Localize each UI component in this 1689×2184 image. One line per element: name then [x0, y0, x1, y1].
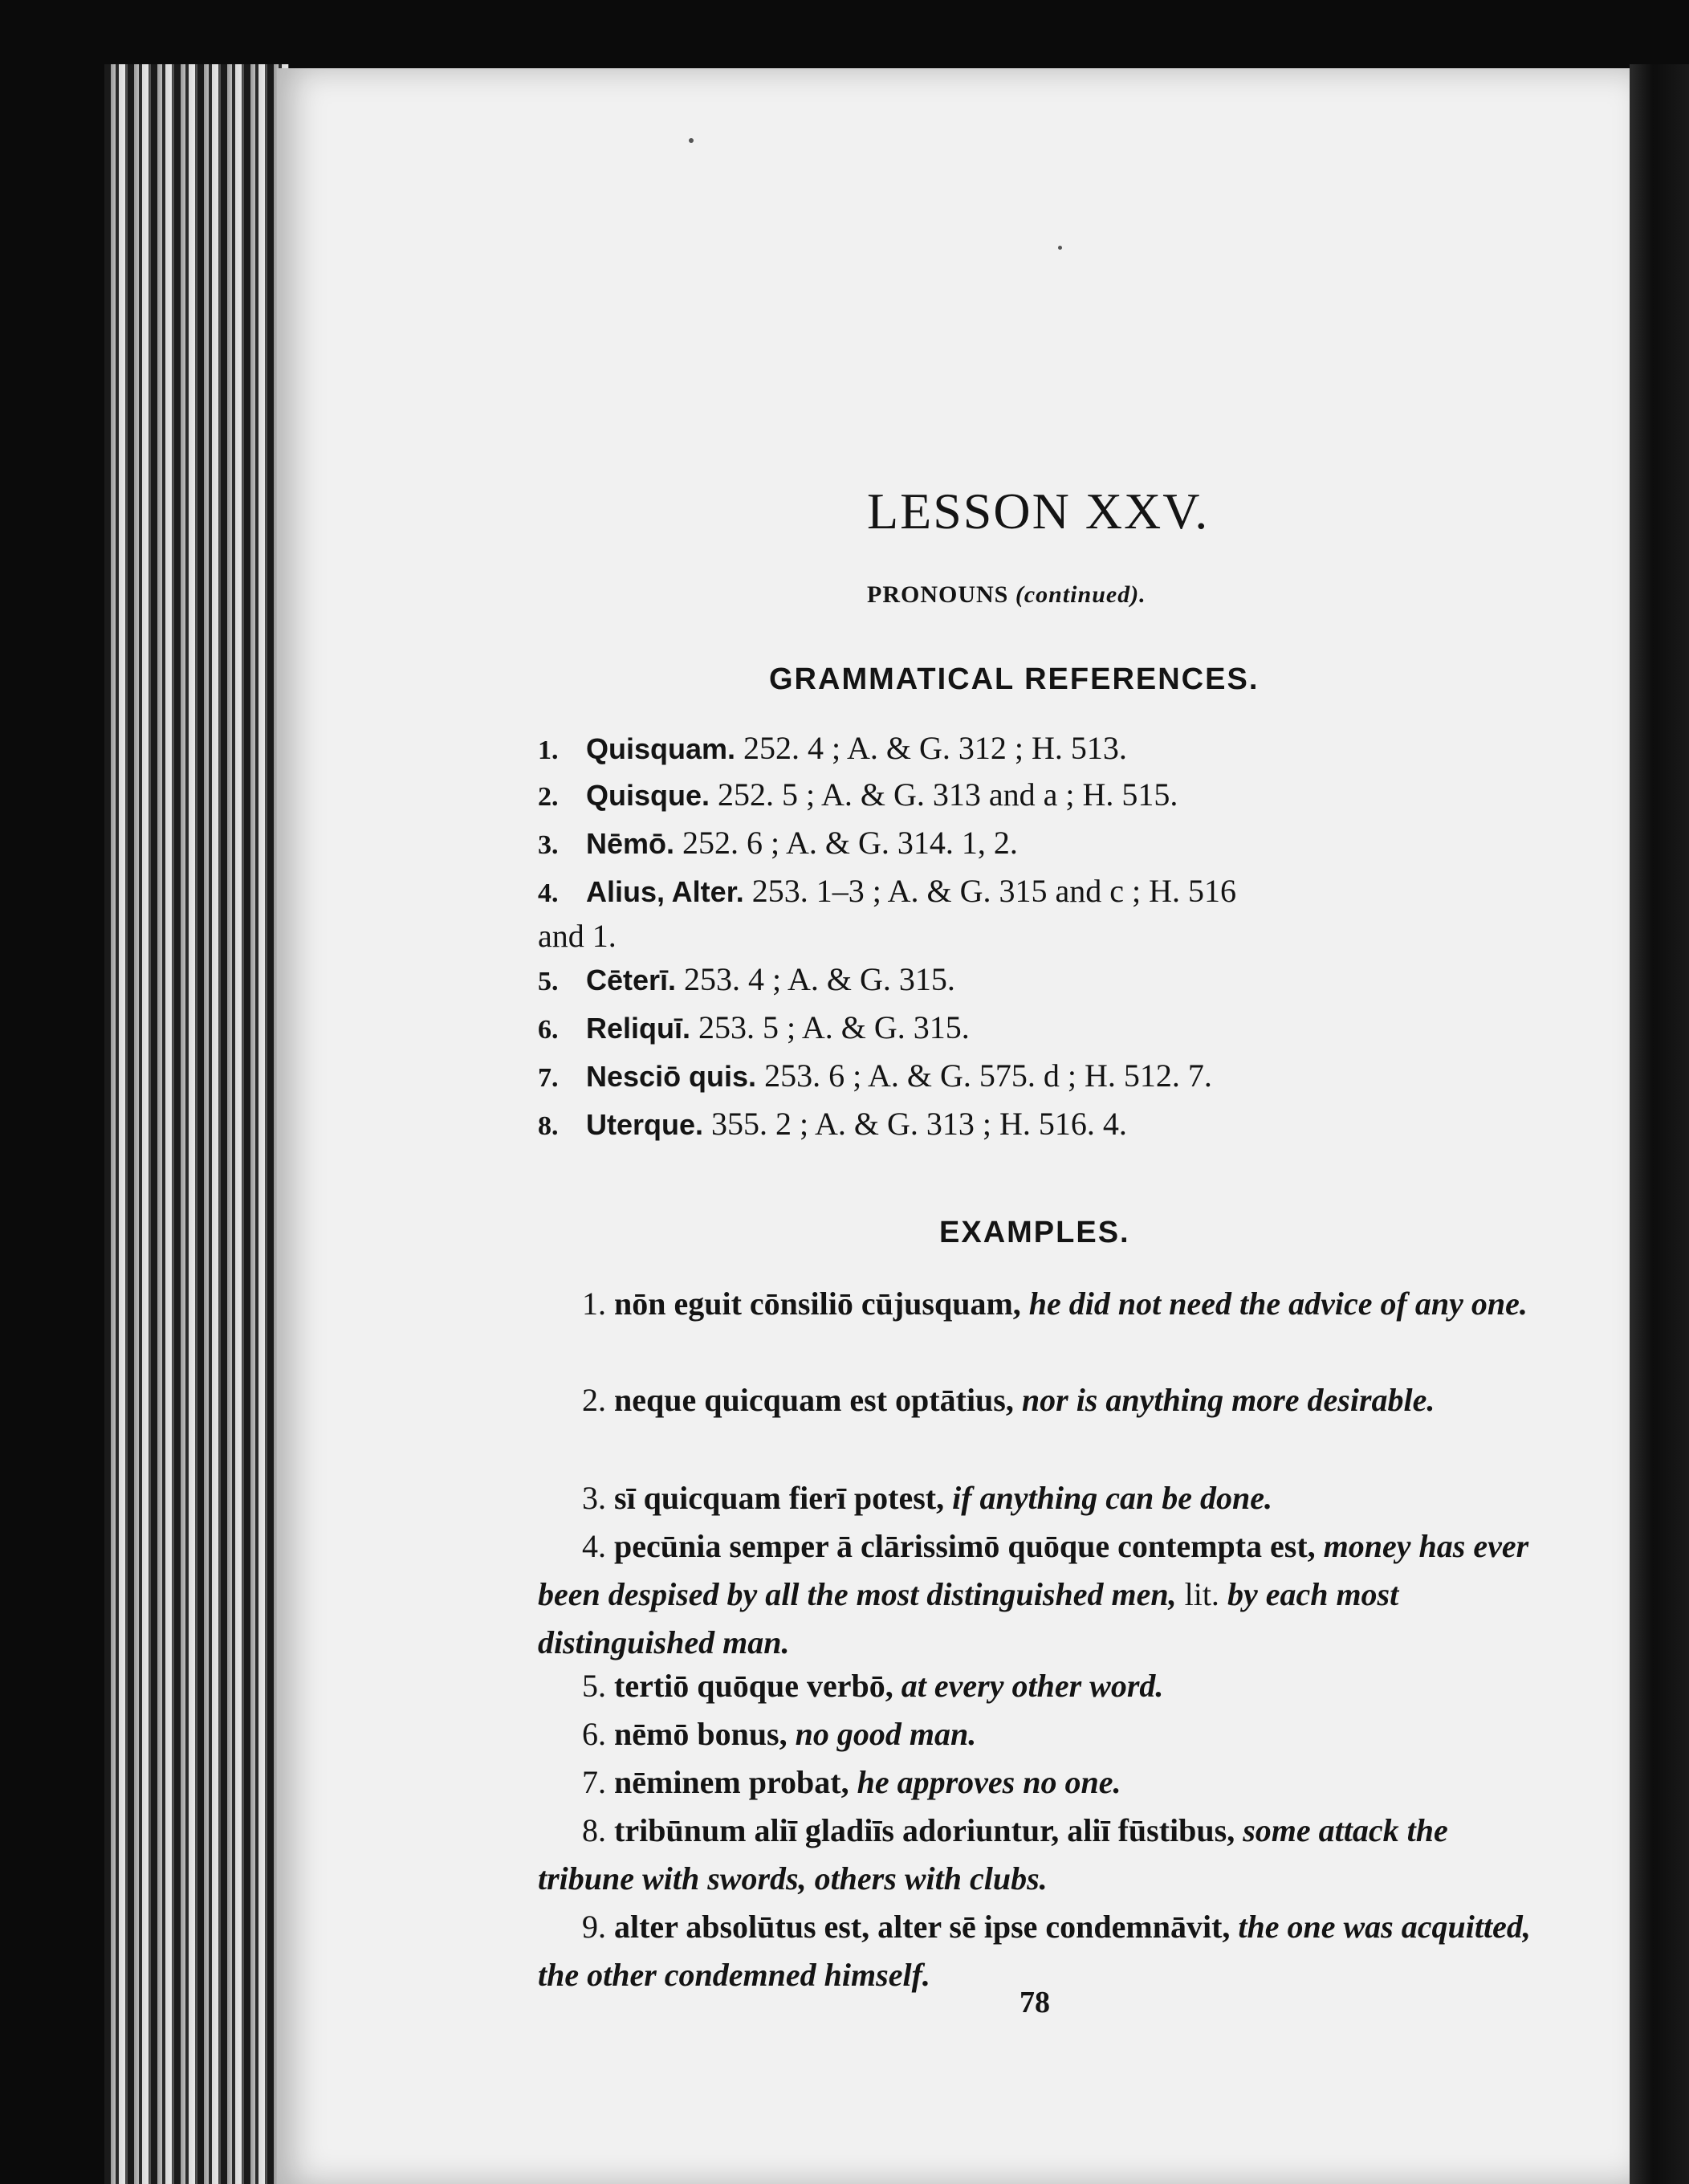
reference-citation: 253. 4 ; A. & G. 315. — [684, 961, 955, 997]
example-latin: nēminem probat, — [614, 1764, 857, 1800]
example-item — [538, 1710, 1533, 1758]
example-number: 6. — [582, 1716, 614, 1752]
reference-row — [538, 824, 1018, 862]
reference-term: Quisque. — [586, 779, 710, 812]
example-latin: alter absolūtus est, alter sē ipse condemnāvit, — [614, 1909, 1239, 1945]
example-english: some attack the tribune with swords, others with clubs. — [538, 1812, 1448, 1897]
reference-term: Alius, Alter. — [586, 875, 744, 908]
reference-number: 4. — [538, 878, 559, 908]
lesson-subtitle — [867, 581, 1146, 609]
reference-row — [538, 776, 1178, 813]
page-number: 78 — [1020, 1986, 1050, 2019]
subtitle-main: PRONOUNS — [867, 581, 1009, 608]
example-item — [538, 1376, 1533, 1424]
example-number: 5. — [582, 1668, 614, 1704]
example-item — [538, 1758, 1533, 1807]
example-english: at every other word. — [901, 1668, 1164, 1704]
example-number: 8. — [582, 1812, 614, 1848]
references-heading: GRAMMATICAL REFERENCES. — [769, 662, 1260, 696]
example-english: he did not need the advice of any one. — [1028, 1286, 1528, 1322]
example-number: 1. — [582, 1286, 614, 1322]
example-item — [538, 1280, 1533, 1328]
reference-citation: 253. 1–3 ; A. & G. 315 and c ; H. 516 — [751, 873, 1237, 909]
reference-row — [538, 1105, 1127, 1143]
speck — [1058, 246, 1062, 250]
example-latin: nōn eguit cōnsiliō cūjusquam, — [614, 1286, 1029, 1322]
example-english: nor is anything more desirable. — [1021, 1382, 1435, 1418]
example-item — [538, 1662, 1533, 1710]
examples-heading: EXAMPLES. — [939, 1216, 1130, 1249]
example-latin: neque quicquam est optātius, — [614, 1382, 1022, 1418]
example-number: 3. — [582, 1480, 614, 1516]
example-english: he approves no one. — [857, 1764, 1121, 1800]
speck — [689, 138, 694, 143]
reference-number: 5. — [538, 967, 559, 996]
example-latin: nēmō bonus, — [614, 1716, 796, 1752]
example-lit-label: lit. — [1184, 1576, 1227, 1612]
reference-row — [538, 1057, 1212, 1094]
example-latin: sī quicquam fierī potest, — [614, 1480, 953, 1516]
reference-citation: 252. 6 ; A. & G. 314. 1, 2. — [682, 825, 1018, 861]
reference-number: 6. — [538, 1015, 559, 1045]
reference-term: Quisquam. — [586, 732, 736, 765]
example-item — [538, 1522, 1533, 1667]
right-page-edge — [1630, 64, 1689, 2184]
example-english: if anything can be done. — [952, 1480, 1273, 1516]
example-number: 4. — [582, 1528, 614, 1564]
example-english-literal: by each most distinguished man. — [538, 1576, 1399, 1660]
subtitle-paren: (continued). — [1015, 581, 1146, 608]
example-item — [538, 1807, 1533, 1903]
example-english: no good man. — [795, 1716, 977, 1752]
example-english: the one was acquitted, the other condemned himself. — [538, 1909, 1531, 1993]
reference-continuation: and 1. — [538, 918, 617, 954]
reference-number: 1. — [538, 735, 559, 765]
reference-term: Reliquī. — [586, 1012, 691, 1045]
reference-row — [538, 960, 955, 998]
reference-citation: 252. 5 ; A. & G. 313 and a ; H. 515. — [718, 776, 1178, 813]
reference-number: 8. — [538, 1111, 559, 1141]
example-english: money has ever been despised by all the most distinguished men, — [538, 1528, 1529, 1612]
reference-citation: 252. 4 ; A. & G. 312 ; H. 513. — [743, 730, 1127, 766]
reference-row — [538, 729, 1127, 767]
reference-row — [538, 872, 1236, 910]
reference-row — [538, 1008, 970, 1046]
example-latin: pecūnia semper ā clārissimō quōque contempta est, — [614, 1528, 1324, 1564]
reference-citation: 253. 6 ; A. & G. 575. d ; H. 512. 7. — [764, 1057, 1212, 1094]
example-number: 2. — [582, 1382, 614, 1418]
example-latin: tertiō quōque verbō, — [614, 1668, 901, 1704]
reference-number: 3. — [538, 830, 559, 860]
example-number: 7. — [582, 1764, 614, 1800]
reference-term: Uterque. — [586, 1108, 704, 1141]
lesson-title: LESSON XXV. — [867, 483, 1210, 540]
page-edges — [104, 64, 289, 2184]
reference-number: 2. — [538, 782, 559, 812]
example-latin: tribūnum aliī gladiīs adoriuntur, aliī fūstibus, — [614, 1812, 1243, 1848]
reference-citation: 355. 2 ; A. & G. 313 ; H. 516. 4. — [711, 1106, 1127, 1142]
reference-term: Cēterī. — [586, 964, 677, 996]
example-item — [538, 1474, 1533, 1522]
reference-number: 7. — [538, 1063, 559, 1093]
example-number: 9. — [582, 1909, 614, 1945]
reference-term: Nesciō quis. — [586, 1060, 757, 1093]
reference-citation: 253. 5 ; A. & G. 315. — [698, 1009, 970, 1045]
reference-term: Nēmō. — [586, 827, 675, 860]
